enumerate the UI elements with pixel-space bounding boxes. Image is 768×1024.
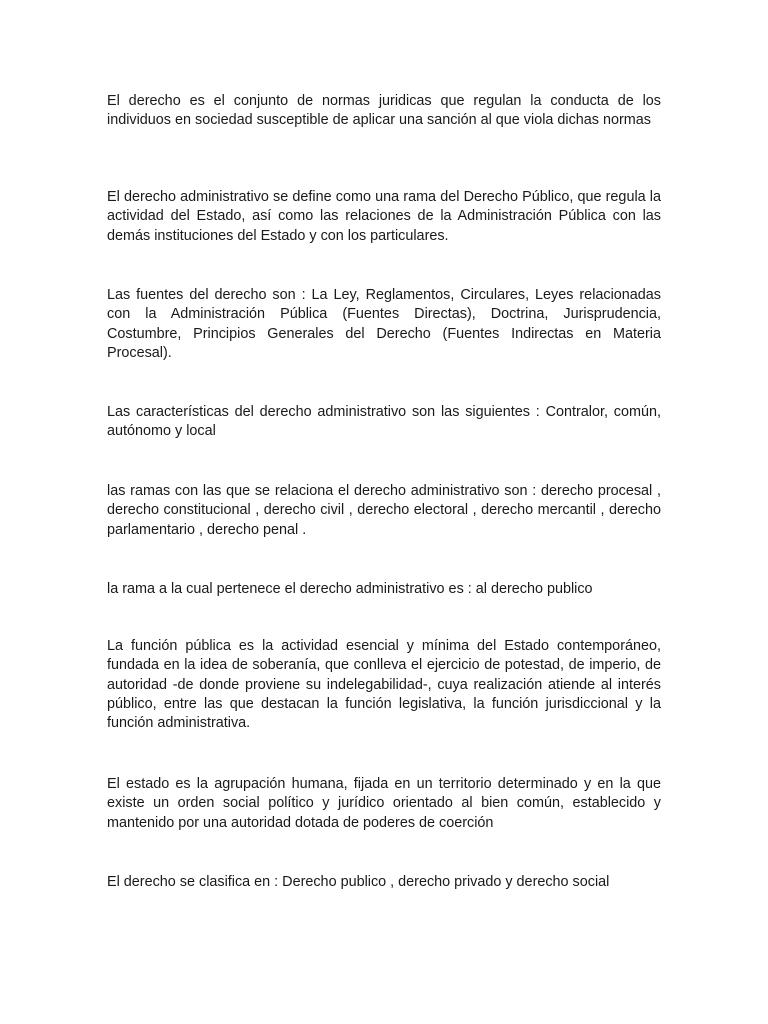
paragraph-ramas-relacionadas: las ramas con las que se relaciona el derecho administrativo son : derecho procesal , derecho constitucional , derecho civil , derecho electoral , derecho mercantil , derecho parlamentario , derecho penal .	[107, 483, 661, 538]
paragraph-fuentes-derecho: Las fuentes del derecho son : La Ley, Reglamentos, Circulares, Leyes relacionadas con la Administración Pública (Fuentes Directas), Doctrina, Jurisprudencia, Costumbre, Principios Generales del Derecho (Fuentes Indirectas en Materia Procesal).	[107, 287, 661, 361]
paragraph-rama-pertenece: la rama a la cual pertenece el derecho administrativo es : al derecho publico	[107, 581, 593, 597]
paragraph-derecho-administrativo: El derecho administrativo se define como una rama del Derecho Público, que regula la actividad del Estado, así como las relaciones de la Administración Pública con las demás instituciones del Estado y con los particulares.	[107, 189, 661, 244]
paragraph-funcion-publica: La función pública es la actividad esencial y mínima del Estado contemporáneo, fundada en la idea de soberanía, que conlleva el ejercicio de potestad, de imperio, de autoridad -de donde proviene su indelegabilidad-, cuya realización atiende al interés público, entre las que destacan la función legislativa, la función jurisdiccional y la función administrativa.	[107, 638, 661, 732]
paragraph-estado: El estado es la agrupación humana, fijada en un territorio determinado y en la que existe un orden social político y jurídico orientado al bien común, establecido y mantenido por una autoridad dotada de poderes de coerción	[107, 776, 661, 831]
paragraph-clasificacion: El derecho se clasifica en : Derecho publico , derecho privado y derecho social	[107, 874, 610, 890]
paragraph-definicion-derecho: El derecho es el conjunto de normas juridicas que regulan la conducta de los individuos en sociedad susceptible de aplicar una sanción al que viola dichas normas	[107, 93, 661, 129]
paragraph-caracteristicas: Las características del derecho administrativo son las siguientes : Contralor, común, autónomo y local	[107, 404, 661, 440]
